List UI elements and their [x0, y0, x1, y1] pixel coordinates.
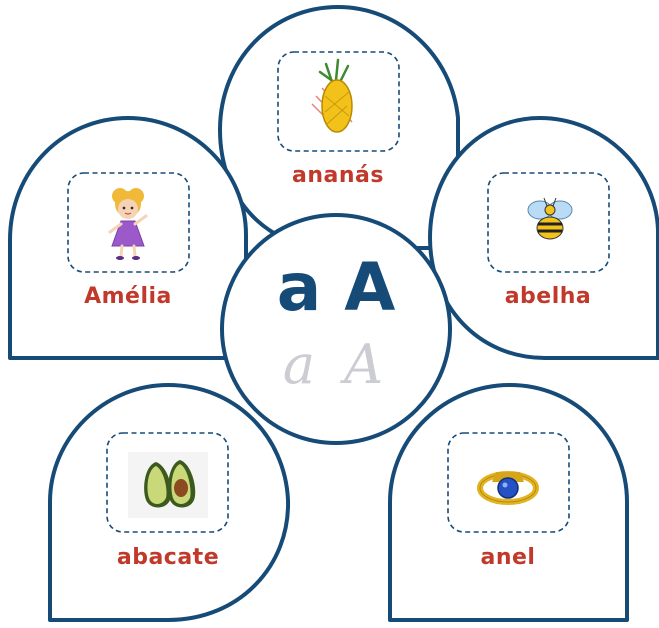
word-anel: anel: [480, 545, 536, 570]
word-ananas: ananás: [292, 163, 384, 188]
avocado-icon: [128, 452, 208, 518]
center-print-letters: a A: [276, 249, 396, 326]
word-abacate: abacate: [116, 545, 220, 570]
word-abelha: abelha: [504, 284, 592, 309]
center-cursive-letters: a A: [282, 333, 390, 396]
word-amelia: Amélia: [84, 284, 172, 309]
